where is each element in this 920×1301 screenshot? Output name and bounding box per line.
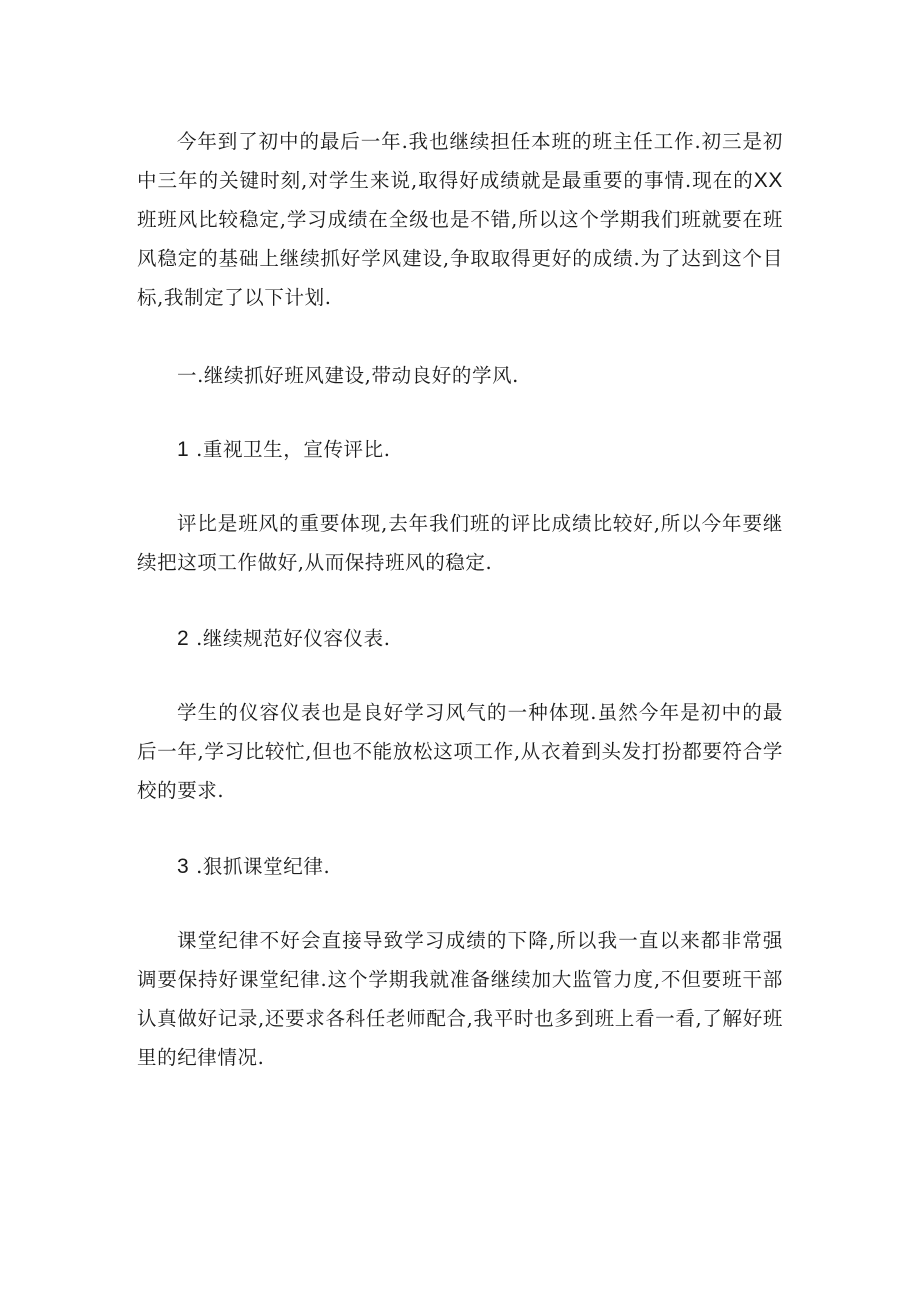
item-body-1: 评比是班风的重要体现,去年我们班的评比成绩比较好,所以今年要继续把这项工作做好,从而保持班风的稳定. [137, 512, 783, 574]
item-heading-2 [137, 619, 783, 658]
section-heading-one: 一.继续抓好班风建设,带动良好的学风. [176, 364, 519, 387]
document-body [137, 122, 783, 1077]
item-heading-1 [137, 430, 783, 469]
class-placeholder: XX [753, 169, 783, 192]
intro-text-before: 今年到了初中的最后一年.我也继续担任本班的班主任工作.初三是初中三年的关键时刻,对学生来说,取得好成绩就是最重要的事情.现在的 [137, 130, 783, 192]
item-heading-3 [137, 847, 783, 886]
item-number: 3 [176, 855, 190, 878]
item-title: .狠抓课堂纪律. [196, 855, 331, 878]
item-title: .继续规范好仪容仪表. [196, 627, 391, 650]
item-body-3: 课堂纪律不好会直接导致学习成绩的下降,所以我一直以来都非常强调要保持好课堂纪律.这个学期我就准备继续加大监管力度,不但要班干部认真做好记录,还要求各科任老师配合,我平时也多到班上看一看,了解好班里的纪律情况. [137, 929, 783, 1069]
item-number: 2 [176, 627, 190, 650]
item-number: 1 [176, 438, 190, 461]
intro-paragraph [137, 122, 783, 317]
item-title: .重视卫生，宣传评比. [196, 438, 391, 461]
intro-text-after: 班班风比较稳定,学习成绩在全级也是不错,所以这个学期我们班就要在班风稳定的基础上继续抓好学风建设,争取取得更好的成绩.为了达到这个目标,我制定了以下计划. [137, 208, 783, 309]
item-body-2: 学生的仪容仪表也是良好学习风气的一种体现.虽然今年是初中的最后一年,学习比较忙,但也不能放松这项工作,从衣着到头发打扮都要符合学校的要求. [137, 701, 783, 802]
